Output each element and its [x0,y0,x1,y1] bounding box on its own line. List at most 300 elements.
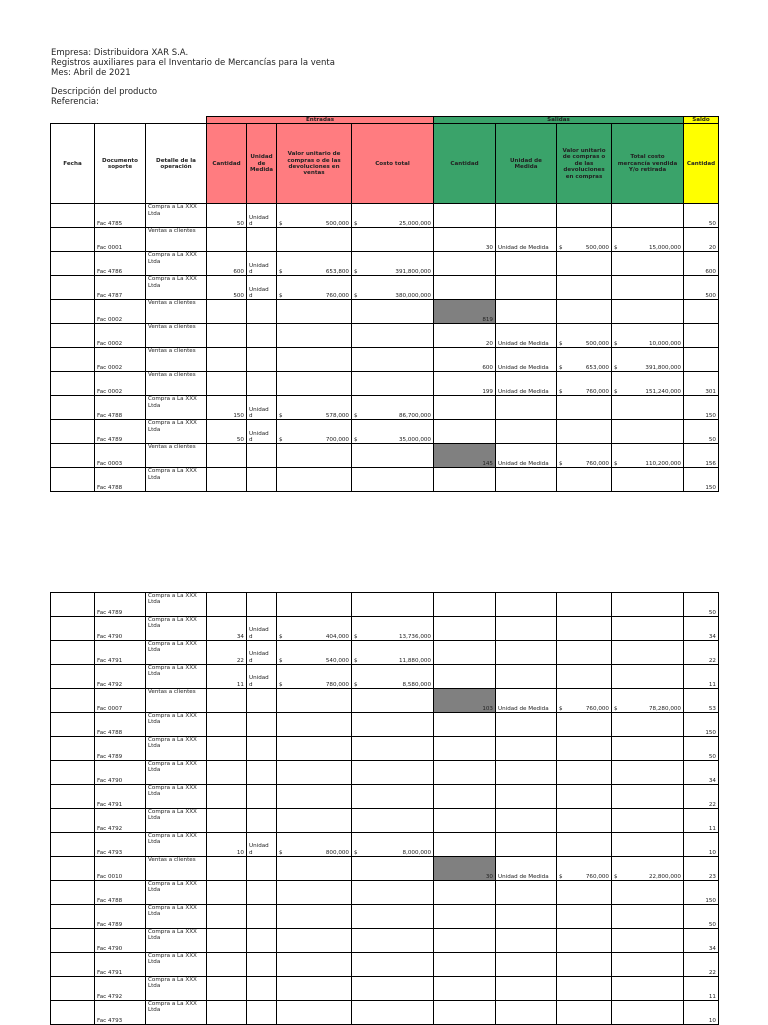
fecha-cell [51,905,95,929]
salidas-valor-cell [557,689,612,713]
table-row [51,833,719,857]
detail-cell: Compra a La XXX Ltda [146,617,207,641]
saldo-cantidad-cell: 22 [684,785,719,809]
detail-cell: Compra a La XXX Ltda [146,785,207,809]
salidas-unidad-cell [496,881,557,905]
salidas-total-cell [612,617,684,641]
entradas-costo-cell [352,785,434,809]
entradas-cantidad-cell: 10 [207,833,247,857]
col-salidas-cantidad: Cantidad [434,124,496,204]
currency-symbol: $ [279,269,283,275]
salidas-total-cell [612,857,684,881]
detail-cell: Ventas a clientes [146,300,207,324]
entradas-cantidad-cell [207,809,247,833]
salidas-total-cell [612,785,684,809]
entradas-valor-cell [277,977,352,1001]
amount: 25,000,000 [398,221,431,227]
salidas-cantidad-cell: 819 [434,300,496,324]
saldo-cantidad-cell: 34 [684,617,719,641]
salidas-valor-cell [557,785,612,809]
salidas-valor-cell [557,833,612,857]
doc-cell: Fac 4793 [95,1001,146,1025]
entradas-costo-cell [352,372,434,396]
saldo-cantidad-cell: 23 [684,857,719,881]
detail-cell: Compra a La XXX Ltda [146,833,207,857]
salidas-cantidad-cell [434,737,496,761]
saldo-cantidad-cell: 10 [684,833,719,857]
currency-symbol: $ [279,633,283,640]
salidas-cantidad-cell [434,420,496,444]
doc-cell: Fac 4790 [95,929,146,953]
saldo-cantidad-cell: 150 [684,713,719,737]
entradas-valor-cell [277,761,352,785]
entradas-valor-cell [277,300,352,324]
entradas-cantidad-cell [207,1001,247,1025]
col-entradas-valor: Valor unitario de compras o de las devoluciones en ventas [277,124,352,204]
fecha-cell [51,641,95,665]
salidas-valor-cell [557,204,612,228]
entradas-costo-cell [352,300,434,324]
detail-cell: Compra a La XXX Ltda [146,881,207,905]
entradas-unidad-cell [247,953,277,977]
saldo-cantidad-cell: 50 [684,905,719,929]
salidas-unidad-cell: Unidad de Medida [496,689,557,713]
amount: 15,000,000 [648,245,681,251]
entradas-unidad-cell [247,857,277,881]
currency-symbol: $ [614,245,618,251]
doc-cell: Fac 4791 [95,953,146,977]
currency-symbol: $ [279,221,283,227]
entradas-valor-cell [277,276,352,300]
amount: 500,000 [585,245,609,251]
detail-cell: Compra a La XXX Ltda [146,593,207,617]
saldo-cantidad-cell: 150 [684,881,719,905]
table-row [51,857,719,881]
salidas-valor-cell [557,276,612,300]
amount: 653,000 [585,365,609,371]
salidas-unidad-cell [496,665,557,689]
currency-symbol: $ [279,437,283,443]
entradas-valor-cell [277,468,352,492]
entradas-costo-cell [352,713,434,737]
entradas-unidad-cell [247,444,277,468]
saldo-cantidad-cell [684,324,719,348]
entradas-costo-cell [352,468,434,492]
salidas-valor-cell [557,468,612,492]
salidas-total-cell [612,833,684,857]
table-row [51,785,719,809]
salidas-cantidad-cell [434,929,496,953]
detail-cell: Compra a La XXX Ltda [146,809,207,833]
fecha-cell [51,617,95,641]
saldo-cantidad-cell: 301 [684,372,719,396]
salidas-unidad-cell: Unidad de Medida [496,228,557,252]
salidas-total-cell [612,252,684,276]
entradas-cantidad-cell [207,737,247,761]
table-row [51,737,719,761]
salidas-unidad-cell [496,641,557,665]
entradas-costo-cell [352,809,434,833]
saldo-cantidad-cell: 50 [684,420,719,444]
amount: 11,880,000 [398,657,431,664]
entradas-valor-cell [277,641,352,665]
currency-symbol: $ [614,705,618,712]
currency-symbol: $ [279,849,283,856]
fecha-cell [51,953,95,977]
entradas-valor-cell [277,593,352,617]
salidas-unidad-cell [496,905,557,929]
entradas-valor-cell [277,444,352,468]
currency-symbol: $ [559,705,563,712]
doc-cell: Fac 4792 [95,809,146,833]
product-description-label: Descripción del producto [51,87,158,97]
amount: 391,800,000 [645,365,681,371]
fecha-cell [51,372,95,396]
entradas-valor-cell [277,689,352,713]
salidas-total-cell [612,228,684,252]
col-salidas-valor: Valor unitario de compras o de las devoluciones en compras [557,124,612,204]
table-row [51,300,719,324]
saldo-cantidad-cell: 11 [684,977,719,1001]
saldo-cantidad-cell [684,348,719,372]
amount: 700,000 [325,437,349,443]
table-row [51,593,719,617]
currency-symbol: $ [354,849,358,856]
amount: 22,800,000 [648,873,681,880]
saldo-cantidad-cell: 150 [684,396,719,420]
document-header [51,48,335,78]
salidas-cantidad-cell: 145 [434,444,496,468]
amount: 391,800,000 [395,269,431,275]
salidas-unidad-cell: Unidad de Medida [496,324,557,348]
currency-symbol: $ [559,341,563,347]
group-saldo: Saldo [684,117,719,124]
entradas-costo-cell [352,444,434,468]
salidas-valor-cell [557,977,612,1001]
salidas-unidad-cell [496,929,557,953]
detail-cell: Compra a La XXX Ltda [146,396,207,420]
salidas-cantidad-cell [434,905,496,929]
doc-cell: Fac 4788 [95,396,146,420]
fecha-cell [51,228,95,252]
amount: 653,800 [325,269,349,275]
table-row [51,689,719,713]
table-row [51,420,719,444]
salidas-valor-cell [557,809,612,833]
entradas-costo-cell [352,204,434,228]
currency-symbol: $ [559,365,563,371]
currency-symbol: $ [354,681,358,688]
salidas-total-cell [612,396,684,420]
amount: 780,000 [325,681,349,688]
entradas-valor-cell [277,953,352,977]
salidas-valor-cell [557,617,612,641]
salidas-valor-cell [557,761,612,785]
table-row [51,348,719,372]
entradas-unidad-cell: Unidad d [247,833,277,857]
fecha-cell [51,689,95,713]
fecha-cell [51,396,95,420]
salidas-total-cell [612,348,684,372]
entradas-costo-cell [352,665,434,689]
entradas-valor-cell [277,324,352,348]
amount: 13,736,000 [398,633,431,640]
entradas-unidad-cell [247,737,277,761]
doc-cell: Fac 4792 [95,665,146,689]
doc-cell: Fac 0002 [95,300,146,324]
inventory-table-bottom [50,592,719,1025]
entradas-unidad-cell: Unidad d [247,617,277,641]
salidas-valor-cell [557,857,612,881]
salidas-cantidad-cell: 600 [434,348,496,372]
saldo-cantidad-cell [684,300,719,324]
amount: 10,000,000 [648,341,681,347]
saldo-cantidad-cell: 50 [684,593,719,617]
entradas-unidad-cell: Unidad d [247,252,277,276]
entradas-valor-cell [277,665,352,689]
saldo-cantidad-cell: 50 [684,204,719,228]
amount: 760,000 [585,461,609,467]
amount: 760,000 [585,705,609,712]
table-row [51,204,719,228]
detail-cell: Ventas a clientes [146,444,207,468]
entradas-cantidad-cell: 600 [207,252,247,276]
salidas-cantidad-cell [434,977,496,1001]
entradas-costo-cell [352,228,434,252]
column-header-row [51,124,719,204]
salidas-valor-cell [557,324,612,348]
doc-cell: Fac 4789 [95,420,146,444]
table-row [51,953,719,977]
salidas-total-cell [612,641,684,665]
doc-cell: Fac 0002 [95,372,146,396]
salidas-cantidad-cell: 103 [434,689,496,713]
entradas-cantidad-cell: 50 [207,420,247,444]
entradas-unidad-cell [247,593,277,617]
salidas-cantidad-cell [434,641,496,665]
currency-symbol: $ [279,293,283,299]
table-row [51,396,719,420]
entradas-valor-cell [277,737,352,761]
doc-cell: Fac 0002 [95,348,146,372]
entradas-unidad-cell [247,228,277,252]
detail-cell: Ventas a clientes [146,372,207,396]
entradas-valor-cell [277,881,352,905]
table-row [51,228,719,252]
salidas-cantidad-cell: 20 [434,324,496,348]
salidas-unidad-cell [496,953,557,977]
entradas-valor-cell [277,785,352,809]
entradas-valor-cell [277,713,352,737]
amount: 500,000 [325,221,349,227]
entradas-costo-cell [352,689,434,713]
salidas-total-cell [612,1001,684,1025]
amount: 8,000,000 [402,849,431,856]
entradas-unidad-cell [247,809,277,833]
entradas-cantidad-cell: 11 [207,665,247,689]
salidas-total-cell [612,665,684,689]
entradas-costo-cell [352,953,434,977]
salidas-valor-cell [557,1001,612,1025]
entradas-valor-cell [277,420,352,444]
salidas-cantidad-cell [434,468,496,492]
doc-cell: Fac 4792 [95,977,146,1001]
entradas-unidad-cell [247,468,277,492]
salidas-unidad-cell [496,300,557,324]
salidas-valor-cell [557,905,612,929]
salidas-valor-cell [557,420,612,444]
doc-cell: Fac 4789 [95,905,146,929]
detail-cell: Compra a La XXX Ltda [146,905,207,929]
amount: 380,000,000 [395,293,431,299]
fecha-cell [51,857,95,881]
salidas-unidad-cell [496,593,557,617]
entradas-unidad-cell [247,372,277,396]
entradas-cantidad-cell: 500 [207,276,247,300]
entradas-cantidad-cell [207,468,247,492]
salidas-cantidad-cell: 30 [434,857,496,881]
fecha-cell [51,204,95,228]
table-row [51,372,719,396]
currency-symbol: $ [279,681,283,688]
salidas-unidad-cell: Unidad de Medida [496,857,557,881]
doc-cell: Fac 0001 [95,228,146,252]
entradas-cantidad-cell: 150 [207,396,247,420]
entradas-unidad-cell [247,1001,277,1025]
group-salidas: Salidas [434,117,684,124]
salidas-unidad-cell [496,833,557,857]
table-row [51,761,719,785]
table-row [51,324,719,348]
amount: 760,000 [585,389,609,395]
entradas-cantidad-cell [207,785,247,809]
saldo-cantidad-cell: 600 [684,252,719,276]
salidas-valor-cell [557,929,612,953]
entradas-cantidad-cell [207,857,247,881]
table-row [51,713,719,737]
salidas-total-cell [612,300,684,324]
currency-symbol: $ [614,389,618,395]
fecha-cell [51,324,95,348]
saldo-cantidad-cell: 34 [684,929,719,953]
table-row [51,1001,719,1025]
salidas-valor-cell [557,641,612,665]
entradas-valor-cell [277,809,352,833]
doc-cell: Fac 0010 [95,857,146,881]
salidas-cantidad-cell [434,833,496,857]
fecha-cell [51,593,95,617]
fecha-cell [51,252,95,276]
detail-cell: Compra a La XXX Ltda [146,761,207,785]
company-name: Empresa: Distribuidora XAR S.A. [51,48,189,58]
entradas-cantidad-cell [207,300,247,324]
doc-cell: Fac 0003 [95,444,146,468]
fecha-cell [51,300,95,324]
detail-cell: Compra a La XXX Ltda [146,737,207,761]
entradas-cantidad-cell: 34 [207,617,247,641]
entradas-unidad-cell: Unidad d [247,204,277,228]
salidas-cantidad-cell [434,881,496,905]
doc-cell: Fac 4785 [95,204,146,228]
fecha-cell [51,833,95,857]
currency-symbol: $ [279,413,283,419]
saldo-cantidad-cell: 150 [684,468,719,492]
entradas-costo-cell [352,641,434,665]
entradas-valor-cell [277,617,352,641]
currency-symbol: $ [354,633,358,640]
col-detalle: Detalle de la operación [146,124,207,204]
salidas-valor-cell [557,881,612,905]
saldo-cantidad-cell: 34 [684,761,719,785]
entradas-costo-cell [352,881,434,905]
entradas-cantidad-cell [207,372,247,396]
detail-cell: Compra a La XXX Ltda [146,977,207,1001]
entradas-cantidad-cell [207,953,247,977]
entradas-unidad-cell [247,977,277,1001]
doc-cell: Fac 0007 [95,689,146,713]
entradas-unidad-cell [247,761,277,785]
entradas-cantidad-cell [207,593,247,617]
col-entradas-costo: Costo total [352,124,434,204]
table-row [51,809,719,833]
salidas-unidad-cell [496,396,557,420]
salidas-valor-cell [557,593,612,617]
entradas-costo-cell [352,905,434,929]
detail-cell: Compra a La XXX Ltda [146,276,207,300]
fecha-cell [51,420,95,444]
salidas-unidad-cell [496,713,557,737]
doc-cell: Fac 4788 [95,713,146,737]
entradas-unidad-cell [247,881,277,905]
col-saldo-cantidad: Cantidad [684,124,719,204]
entradas-valor-cell [277,372,352,396]
entradas-cantidad-cell: 22 [207,641,247,665]
salidas-total-cell [612,204,684,228]
salidas-valor-cell [557,396,612,420]
salidas-total-cell [612,689,684,713]
salidas-valor-cell [557,737,612,761]
table-row [51,468,719,492]
detail-cell: Compra a La XXX Ltda [146,420,207,444]
group-entradas: Entradas [207,117,434,124]
entradas-unidad-cell: Unidad d [247,420,277,444]
entradas-valor-cell [277,396,352,420]
register-title: Registros auxiliares para el Inventario de Mercancías para la venta [51,58,335,68]
table-row [51,905,719,929]
entradas-unidad-cell: Unidad d [247,276,277,300]
doc-cell: Fac 4791 [95,785,146,809]
salidas-total-cell [612,977,684,1001]
month-label: Mes: Abril de 2021 [51,68,131,78]
entradas-unidad-cell: Unidad d [247,665,277,689]
entradas-unidad-cell [247,929,277,953]
entradas-cantidad-cell [207,689,247,713]
detail-cell: Compra a La XXX Ltda [146,929,207,953]
salidas-cantidad-cell [434,396,496,420]
currency-symbol: $ [279,657,283,664]
salidas-cantidad-cell [434,204,496,228]
entradas-cantidad-cell [207,228,247,252]
doc-cell: Fac 4787 [95,276,146,300]
salidas-cantidad-cell [434,761,496,785]
salidas-unidad-cell [496,977,557,1001]
fecha-cell [51,929,95,953]
salidas-cantidad-cell [434,1001,496,1025]
salidas-unidad-cell [496,1001,557,1025]
salidas-total-cell [612,324,684,348]
entradas-cantidad-cell [207,977,247,1001]
saldo-cantidad-cell: 156 [684,444,719,468]
